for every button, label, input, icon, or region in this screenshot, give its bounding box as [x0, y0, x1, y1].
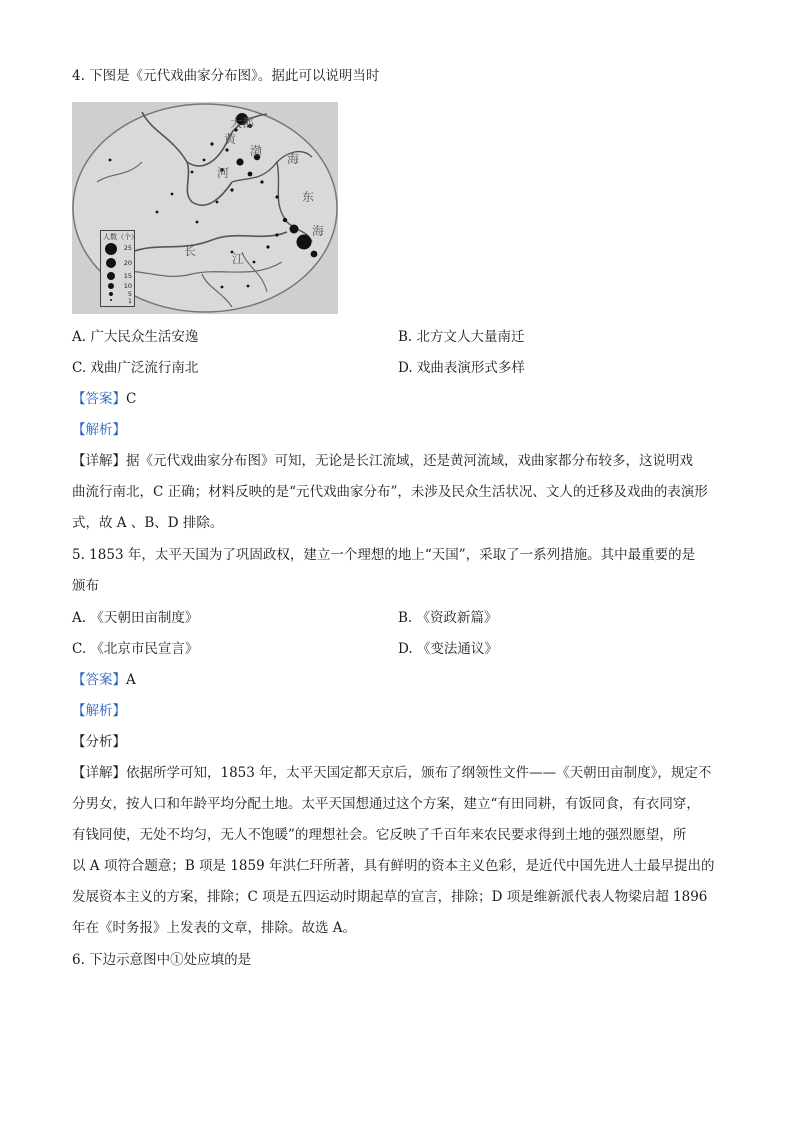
- map-label-chang: 长: [184, 244, 197, 258]
- q5-detail-line-6: 年在《时务报》上发表的文章，排除。故选 A。: [72, 920, 357, 936]
- q4-option-a: A. 广大民众生活安逸: [72, 329, 199, 345]
- q4-option-b: B. 北方文人大量南迁: [398, 329, 525, 345]
- legend-dot-25: [105, 243, 117, 255]
- legend-value-1: 1: [127, 297, 132, 305]
- q5-detail-line-4: 以 A 项符合题意；B 项是 1859 年洪仁玕所著，具有鲜明的资本主义色彩，是近代中国先进人士最早提出的: [72, 858, 715, 874]
- q5-answer-value: A: [126, 672, 136, 688]
- legend-value-10: 10: [123, 282, 132, 290]
- q5-detail-line-2: 分男女，按人口和年龄平均分配土地。太平天国想通过这个方案，建立“有田同耕，有饭同食，有衣同穿，: [72, 796, 700, 812]
- q4-option-d: D. 戏曲表演形式多样: [398, 360, 525, 376]
- q5-detail-line-1: 【详解】依据所学可知，1853 年，太平天国定都天京后，颁布了纲领性文件——《天朝田亩制度》，规定不: [72, 765, 712, 781]
- map-label-bo: 渤: [250, 144, 263, 158]
- map-label-he: 河: [217, 166, 230, 180]
- q5-fenxi-tag: 【分析】: [72, 734, 126, 750]
- q4-detail-line-3: 式，故 A 、B、D 排除。: [72, 515, 224, 531]
- q4-analysis-tag: 【解析】: [72, 422, 126, 438]
- yuan-dramatist-distribution-map: [72, 102, 338, 314]
- map-label-huang: 黄: [224, 132, 237, 146]
- legend-dot-15: [107, 272, 115, 280]
- q5-option-c: C. 《北京市民宣言》: [72, 641, 199, 657]
- q5-option-a: A. 《天朝田亩制度》: [72, 610, 199, 626]
- q5-stem-line-1: 5. 1853 年，太平天国为了巩固政权，建立一个理想的地上“天国”，采取了一系列措施。其中最重要的是: [72, 547, 696, 563]
- map-label-dadu: 大都: [230, 116, 255, 130]
- q5-analysis-tag: 【解析】: [72, 703, 126, 719]
- legend-dot-20: [106, 258, 116, 268]
- legend-value-5: 5: [127, 290, 132, 298]
- legend-dot-1: [110, 299, 112, 301]
- q5-detail-tag: 【详解】: [72, 765, 126, 781]
- map-label-hai-2: 海: [312, 224, 325, 238]
- q4-detail-line-2: 曲流行南北，C 正确；材料反映的是“元代戏曲家分布”，未涉及民众生活状况、文人的迁移及戏曲的表演形: [72, 484, 708, 500]
- legend-title: 人数（个）: [103, 233, 138, 241]
- q4-detail-line-1: 【详解】据《元代戏曲家分布图》可知，无论是长江流域，还是黄河流域，戏曲家都分布较多，这说明戏: [72, 453, 693, 469]
- map-label-dong: 东: [302, 190, 315, 204]
- question-5-stem: [72, 540, 724, 602]
- legend-dot-5: [109, 292, 113, 296]
- q4-answer-value: C: [126, 391, 137, 407]
- map-label-jiang: 江: [232, 252, 245, 266]
- q4-answer-tag: 【答案】: [72, 391, 126, 407]
- q4-answer: [72, 389, 136, 409]
- q5-stem-line-2: 颁布: [72, 578, 99, 594]
- question-4-stem: 4. 下图是《元代戏曲家分布图》。据此可以说明当时: [72, 68, 380, 84]
- q5-detail-line-3: 有钱同使，无处不均匀，无人不饱暖”的理想社会。它反映了千百年来农民要求得到土地的强烈愿望，所: [72, 827, 687, 843]
- q5-option-b: B. 《资政新篇》: [398, 610, 498, 626]
- map-legend: [100, 230, 138, 307]
- question-6-stem: 6. 下边示意图中①处应填的是: [72, 952, 252, 968]
- q5-detail: [72, 758, 724, 944]
- legend-value-25: 25: [123, 244, 132, 252]
- q4-option-c: C. 戏曲广泛流行南北: [72, 360, 199, 376]
- q5-answer-tag: 【答案】: [72, 672, 126, 688]
- map-label-hai-1: 海: [287, 152, 300, 166]
- q5-option-d: D. 《变法通议》: [398, 641, 498, 657]
- q5-detail-line-5: 发展资本主义的方案，排除；C 项是五四运动时期起草的宣言，排除；D 项是维新派代表人物梁启超 1896: [72, 889, 708, 905]
- q4-detail: [72, 446, 724, 539]
- q5-answer: [72, 670, 136, 690]
- legend-value-15: 15: [123, 272, 132, 280]
- legend-dot-10: [108, 283, 114, 289]
- legend-value-20: 20: [123, 259, 132, 267]
- q4-detail-tag: 【详解】: [72, 453, 126, 469]
